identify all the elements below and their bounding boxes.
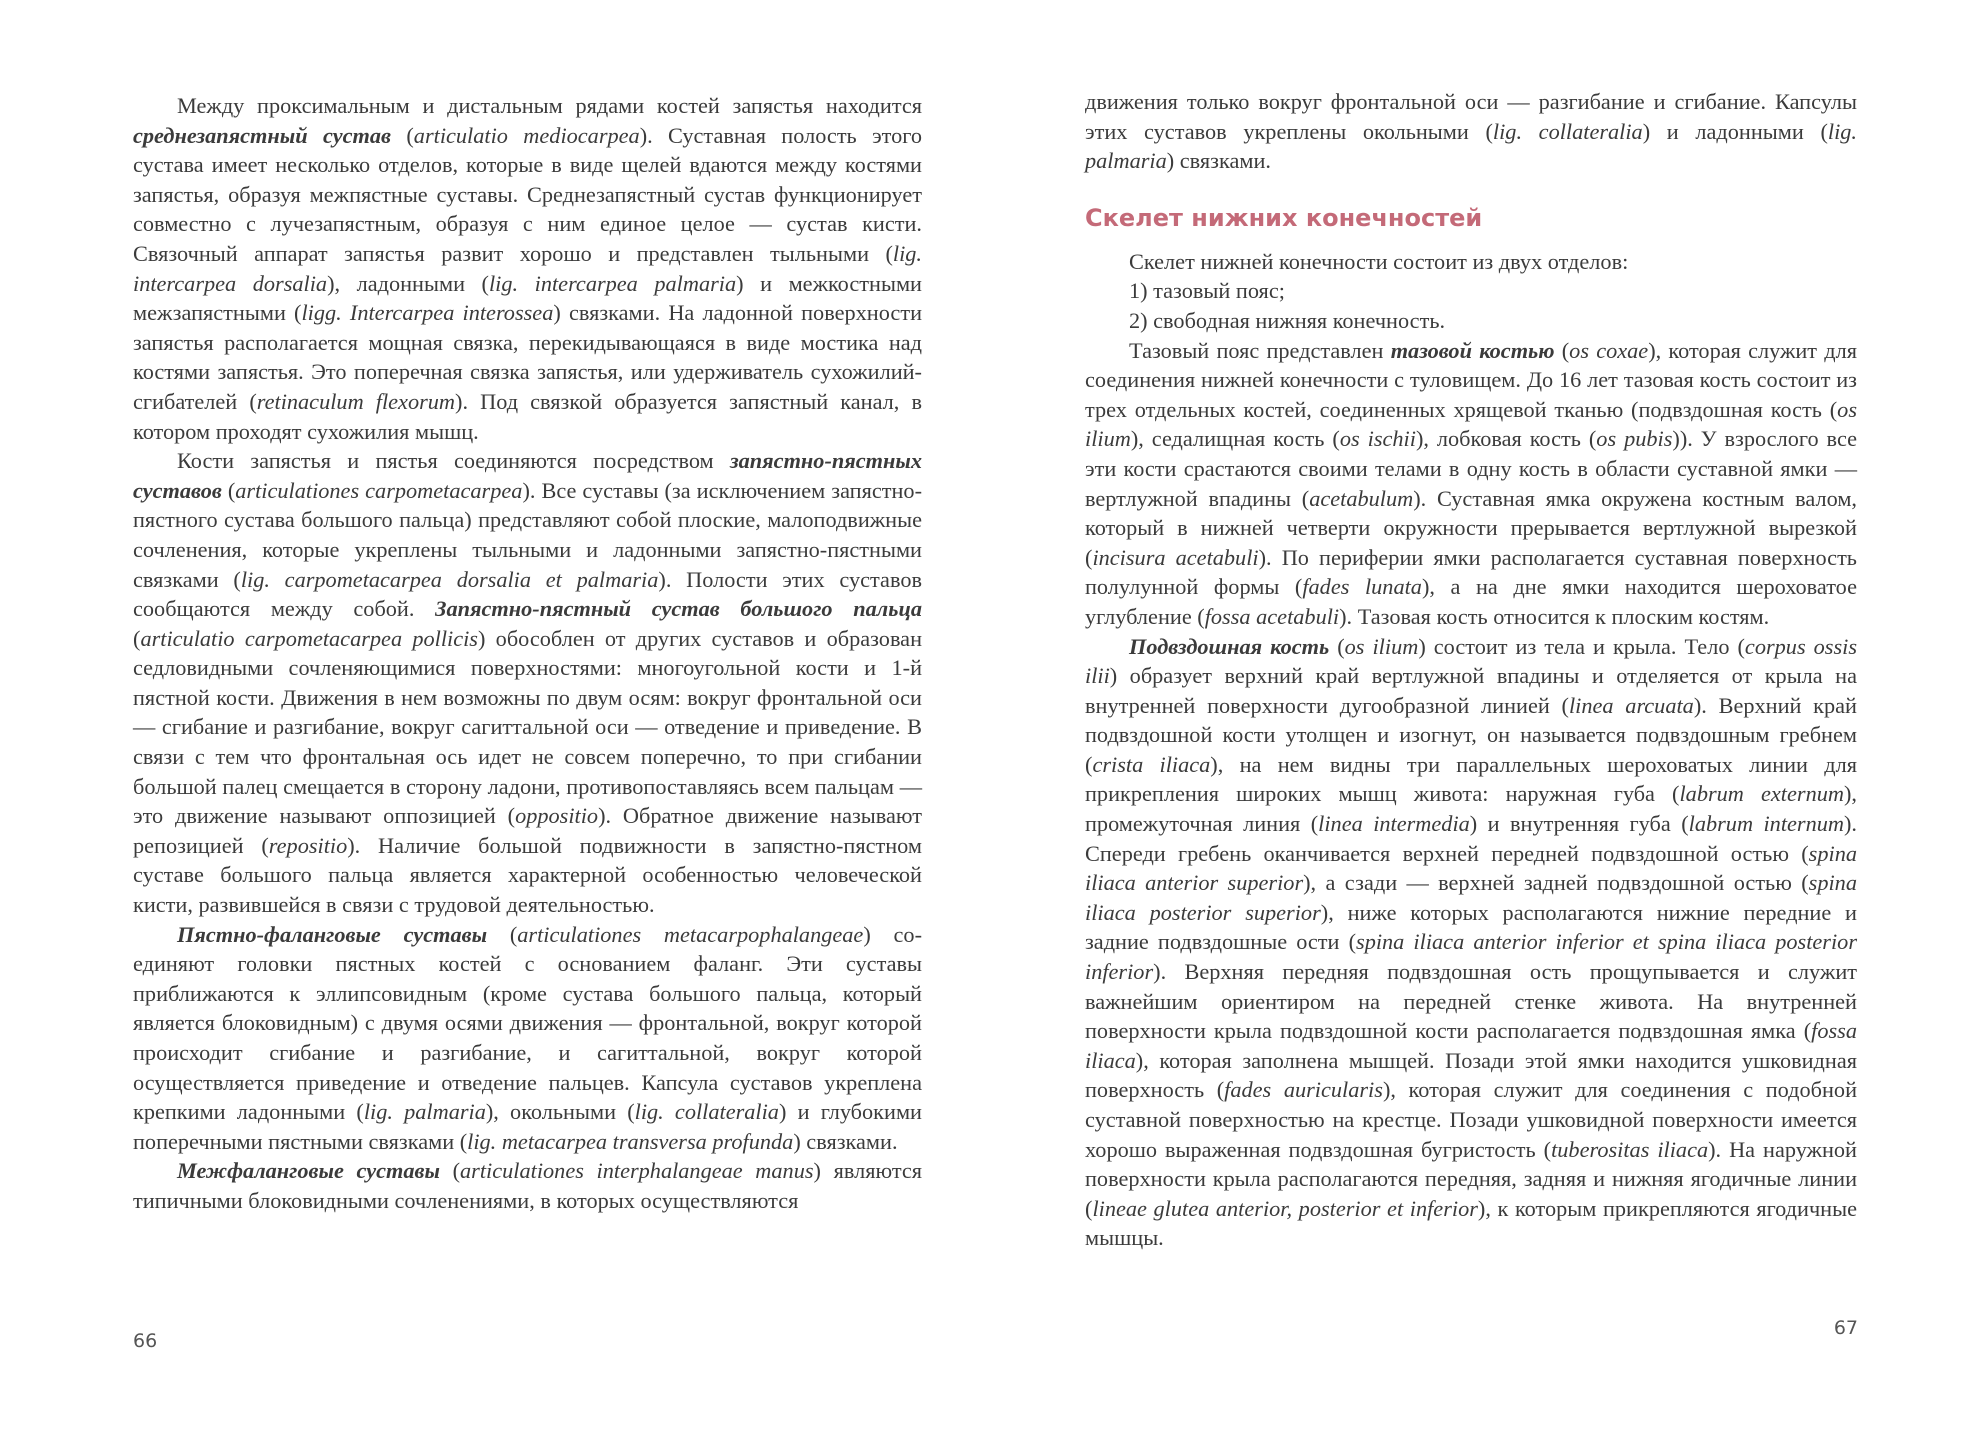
latin-term: os ilium	[1344, 633, 1419, 659]
text-run: ) и ладонными (	[1642, 118, 1828, 144]
paragraph	[1085, 632, 1857, 1253]
text-run: ) обособлен от других суставов и образован седловидными сочленяющимися поверхностями: многоугольной кости и 1-й пястной кости. Движения в нем возможны по двум осям: вокруг фронтальной оси — сгибание и разгибание, вокруг сагиттальной оси — отведение и приведение. В связи с тем что фронтальная ось идет не совсем поперечно, то при сгибании большой палец смещается в сторону ладони, противопоставляясь всем пальцам — это движение называют оппозицией (	[133, 625, 923, 829]
latin-term: articulationes metacarpophalangeae	[517, 921, 864, 947]
latin-term: ligg. Intercarpea interossea	[301, 300, 554, 326]
text-run: ), лобковая кость (	[1415, 426, 1597, 452]
list-item: 2) свободная нижняя конечность.	[1129, 307, 1446, 333]
term-bold-italic: Запястно-пястный сустав большого пальца	[435, 596, 922, 622]
latin-term: labrum internum	[1688, 811, 1844, 837]
latin-term: tuberositas iliaca	[1551, 1136, 1709, 1162]
right-page	[984, 0, 1968, 1454]
latin-term: articulationes carpometacarpea	[235, 477, 523, 503]
latin-term: spina iliaca anterior inferior et spina iliaca posterior inferior	[1085, 929, 1858, 985]
text-run: ) и внутренняя губа (	[1469, 811, 1689, 837]
latin-term: linea arcuata	[1568, 692, 1694, 718]
latin-term: acetabulum	[1309, 485, 1414, 511]
text-run: ) являются типичными блоковидными сочленениями, в которых осуществляются	[133, 1158, 922, 1213]
text-run: ). Полости этих суставов сообщаются между собой.	[133, 566, 922, 622]
latin-term: oppositio	[515, 803, 599, 829]
latin-term: lineae glutea anterior, posterior et inferior	[1092, 1195, 1478, 1221]
section-heading: Скелет нижних конечностей	[1085, 203, 1483, 232]
text-run: ) соединяют головки пястных костей с основанием фаланг. Эти суставы приближаются к эллипсовидным (кроме сустава большого пальца, который является блоковидным) с двумя осями движения — фронтальной, вокруг которой происходит сгибание и разгибание, и сагиттальной, вокруг которой осуществляется приведение и отведение пальцев. Капсула суставов укреплена крепкими ладонными (	[133, 921, 923, 1125]
latin-term: lig. collateralia	[634, 1099, 779, 1125]
list-item: 1) тазовый пояс;	[1129, 278, 1285, 304]
text-run: (	[391, 122, 414, 148]
term-bold-italic: среднезапястный сустав	[133, 122, 391, 148]
page-number: 66	[133, 1330, 158, 1352]
text-run: ), а на дне ямки находится шероховатое углубление (	[1085, 574, 1857, 629]
paragraph	[133, 446, 922, 920]
paragraph	[133, 91, 922, 446]
latin-term: crista iliaca	[1092, 751, 1211, 777]
intro-line: Скелет нижней конечности состоит из двух отделов:	[1129, 248, 1629, 274]
term-bold-italic: Межфаланговые суставы	[177, 1158, 440, 1184]
text-run: ) состоит из тела и крыла. Тело (	[1418, 633, 1745, 659]
text-run: ). Все суставы (за исключением запястно-пястного сустава большого пальца) представляют собой плоские, малоподвижные сочленения, которые укреплены тыльными и ладонными запястно-пястными связками (	[133, 477, 923, 592]
text-run: ), ниже которых располагаются нижние передние и задние подвздошные ости (	[1085, 899, 1857, 955]
text-run: )). У взрослого все эти кости срастаются своими телами в одну кость в области суставной ямки — вертлужной впадины (	[1085, 426, 1858, 511]
latin-term: fades auricularis	[1224, 1077, 1383, 1103]
latin-term: os coxae	[1569, 337, 1649, 363]
text-run: ), а сзади — верхней задней подвздошной остью (	[1303, 870, 1809, 896]
text-run: ) и глубокими поперечными пястными связками (	[133, 1099, 922, 1154]
text-run: ), промежуточная линия (	[1085, 781, 1857, 837]
text-run: Тазовый пояс представлен	[1129, 337, 1391, 363]
text-run: ). Тазовая кость относится к плоским костям.	[1339, 603, 1770, 629]
paragraph-continuation	[1085, 87, 1857, 176]
text-run: ) связками.	[1166, 148, 1271, 174]
text-run: ). Обратное движение называют репозицией (	[133, 803, 922, 858]
text-run: ) связками.	[793, 1128, 898, 1154]
text-run: ), которая заполнена мышцей. Позади этой ямки находится ушковидная поверхность (	[1085, 1047, 1857, 1103]
text-run: ). Спереди гребень оканчивается верхней передней подвздошной остью (	[1085, 811, 1857, 866]
latin-term: fossa acetabuli	[1204, 603, 1340, 629]
latin-term: articulatio mediocarpea	[413, 122, 640, 148]
text-run: ). Верхний край подвздошной кости утолщен и изогнут, он называется подвздошным гребнем (	[1085, 692, 1857, 777]
latin-term: retinaculum flexorum	[256, 388, 456, 414]
latin-term: lig. metacarpea transversa profunda	[467, 1128, 794, 1154]
left-text-column	[133, 91, 922, 1216]
latin-term: lig. carpometacarpea dorsalia et palmaria	[240, 566, 659, 592]
text-run: ). Суставная полость этого сустава имеет несколько отделов, которые в виде щелей вдаются между костями запястья, образуя межпястные суставы. Среднезапястный сустав функционирует совместно с лучезапястным, образуя с ним единое целое — сустав кисти. Связочный аппарат запястья развит хорошо и представлен тыльными (	[133, 122, 922, 266]
latin-term: fades lunata	[1302, 574, 1422, 600]
text-run: ), которая служит для соединения нижней конечности с туловищем. До 16 лет тазовая кость состоит из трех отдельных костей, соединенных хрящевой тканью (подвздошная кость (	[1085, 337, 1857, 422]
text-run: ). Суставная ямка окружена костным валом, который в нижней четверти окружности прерывается вертлужной вырезкой (	[1085, 485, 1858, 570]
text-run: ), которая служит для соединения с подобной суставной поверхностью на крестце. Позади ушковидной поверхности имеется хорошо выраженная подвздошная бугристость (	[1085, 1077, 1858, 1162]
paragraph	[133, 1156, 922, 1215]
latin-term: os pubis	[1596, 426, 1673, 452]
latin-term: articulatio carpometacarpea pollicis	[140, 625, 478, 651]
latin-term: corpus ossis ilii	[1085, 633, 1858, 689]
term-bold-italic: Подвздошная кость	[1129, 633, 1330, 659]
text-run: ), седалищная кость (	[1130, 426, 1340, 452]
text-run: ). Под связкой образуется запястный канал, в котором проходят сухожилия мышц.	[133, 388, 922, 444]
text-run: (	[439, 1158, 461, 1184]
text-run: (	[221, 477, 236, 503]
latin-term: os ischii	[1339, 426, 1416, 452]
latin-term: articulationes interphalangeae manus	[460, 1158, 814, 1184]
paragraph	[1085, 336, 1857, 632]
text-run: (	[1329, 633, 1345, 659]
right-text-column	[1085, 87, 1857, 1253]
latin-term: linea intermedia	[1318, 811, 1470, 837]
text-run: (	[487, 921, 518, 947]
text-run: (	[133, 625, 141, 651]
text-run: ). На наружной поверхности крыла располагаются передняя, задняя и нижняя ягодичные линии (	[1085, 1136, 1857, 1221]
text-run: ). По периферии ямки располагается суставная поверхность полулунной формы (	[1085, 544, 1857, 600]
text-run: ), окольными (	[485, 1099, 635, 1125]
text-run: (	[1554, 337, 1570, 363]
text-run: ), на нем видны три параллельных шероховатых линии для прикрепления широких мышц живота: наружная губа (	[1085, 751, 1858, 807]
latin-term: lig. intercarpea palmaria	[488, 270, 737, 296]
text-run: ) и межкостными межзапястными (	[133, 270, 922, 326]
latin-term: spina iliaca posterior superior	[1085, 870, 1857, 925]
page-number: 67	[1833, 1317, 1858, 1339]
paragraph	[133, 920, 922, 1157]
text-run: ) образует верхний край вертлужной впадины и отделяется от крыла на внутренней поверхности дугообразной линией (	[1085, 663, 1857, 718]
text-run: ) связками. На ладонной поверхности запястья располагается мощная связка, перекидывающаяся в виде мостика над костями запястья. Это поперечная связка запястья, или удерживатель сухожилий-сгибателей (	[133, 300, 923, 414]
latin-term: incisura acetabuli	[1092, 544, 1259, 570]
latin-term: lig. intercarpea dorsalia	[133, 240, 922, 296]
latin-term: spina iliaca anterior superior	[1085, 840, 1857, 896]
latin-term: lig. palmaria	[363, 1099, 486, 1125]
term-bold-italic: тазовой костью	[1390, 337, 1555, 363]
latin-term: labrum externum	[1679, 781, 1844, 807]
text-run: ). Наличие большой подвижности в запястно-пястном суставе большого пальца является характерной особенностью человеческой кисти, развившейся в связи с трудовой деятельностью.	[133, 832, 923, 918]
text-run: ), ладонными (	[327, 270, 489, 296]
latin-term: lig. palmaria	[1085, 118, 1857, 174]
text-run: движения только вокруг фронтальной оси — разгибание и сгибание. Капсулы этих суставов укреплены окольными (	[1085, 89, 1857, 144]
term-bold-italic: запястно-пястных суставов	[133, 448, 922, 503]
text-run: ). Верхняя передняя подвздошная ость прощупывается и служит важнейшим ориентиром на передней стенке живота. На внутренней поверхности крыла подвздошной кости располагается подвздошная ямка (	[1085, 959, 1857, 1044]
latin-term: repositio	[268, 832, 348, 858]
latin-term: os ilium	[1085, 396, 1857, 452]
latin-term: lig. collateralia	[1492, 118, 1643, 144]
text-run: Между проксимальным и дистальным рядами костей запястья находится	[177, 93, 922, 118]
term-bold-italic: Пястно-фаланговые суставы	[177, 921, 488, 947]
text-run: ), к которым прикрепляются ягодичные мышцы.	[1085, 1195, 1857, 1251]
text-run: Кости запястья и пястья соединяются посредством	[177, 448, 730, 474]
latin-term: fossa iliaca	[1085, 1018, 1857, 1073]
